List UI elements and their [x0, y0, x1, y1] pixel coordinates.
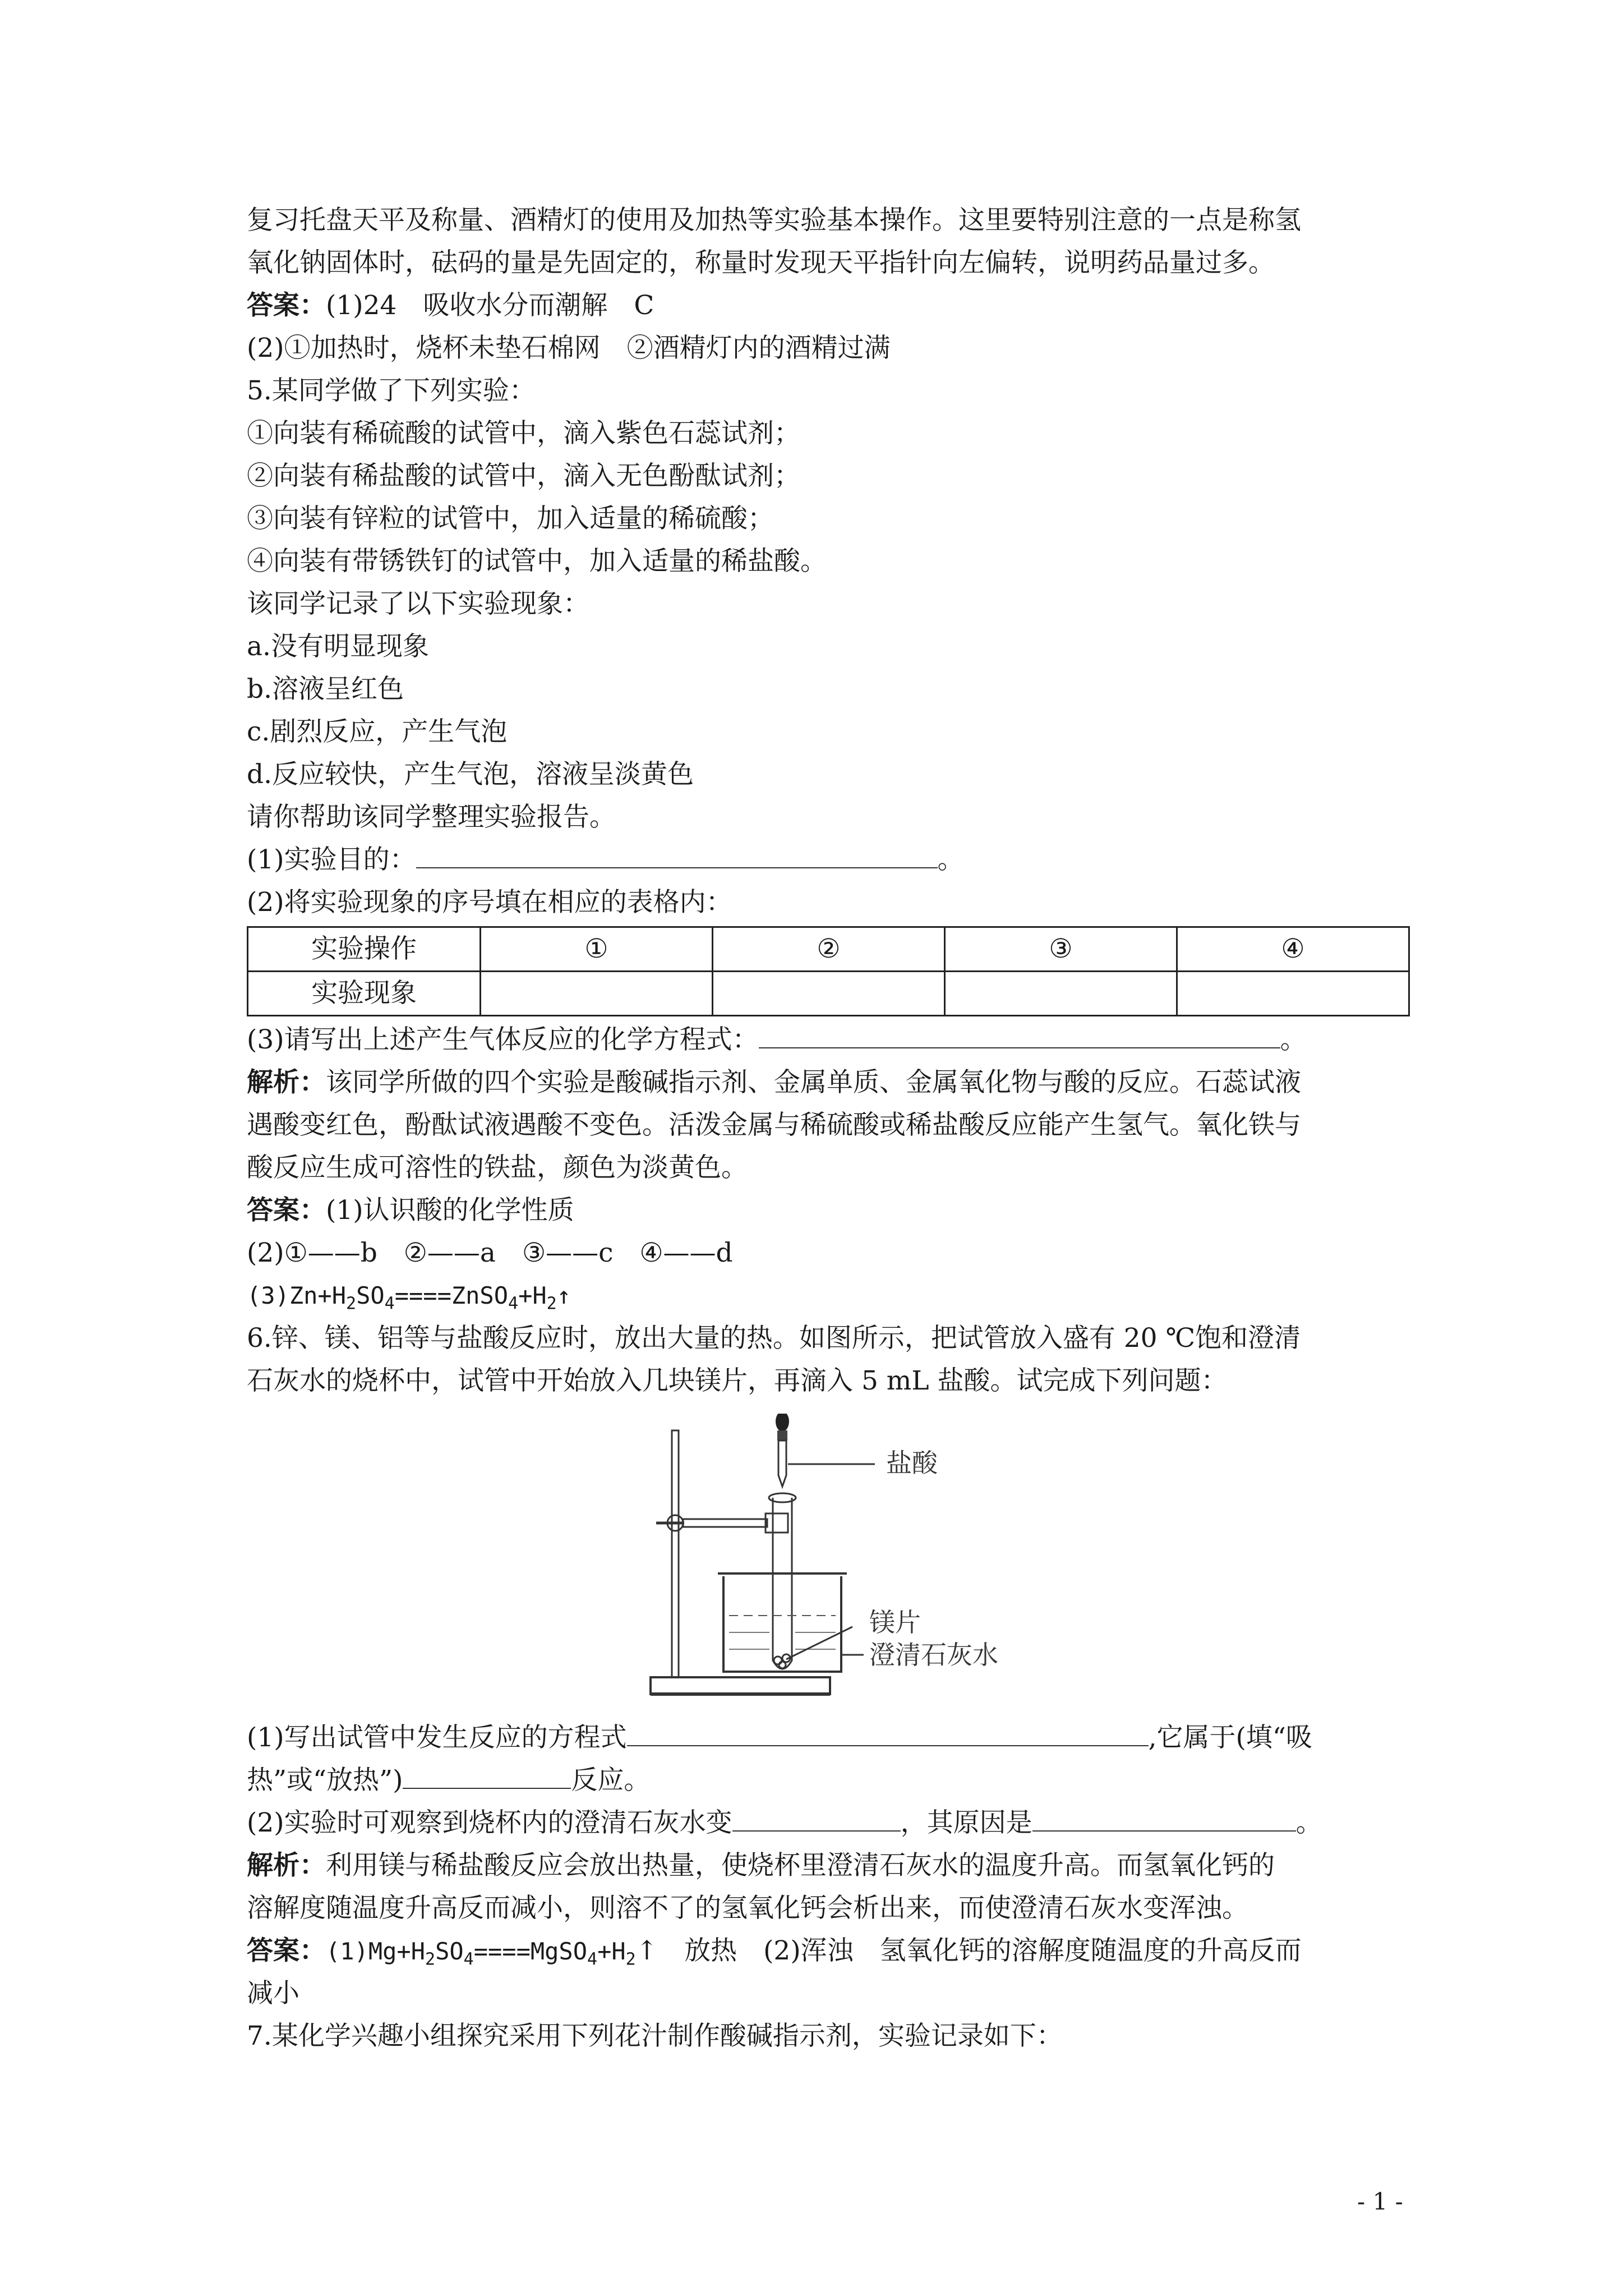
text-line: 氧化钠固体时，砝码的量是先固定的，称量时发现天平指针向左偏转，说明药品量过多。: [247, 247, 1275, 278]
answer-text: (1)24 吸收水分而潮解 C: [326, 290, 654, 321]
text-line: 请你帮助该同学整理实验报告。: [247, 802, 616, 832]
answer-label: 答案：: [247, 1935, 326, 1966]
subscript: 2: [346, 1294, 357, 1314]
question-title: 6.锌、镁、铝等与盐酸反应时，放出大量的热。如图所示，把试管放入盛有 20 ℃饱和澄清: [247, 1323, 1301, 1354]
answer-blank[interactable]: [416, 841, 938, 868]
dropper-collar: [777, 1430, 787, 1441]
analysis-text: 该同学所做的四个实验是酸碱指示剂、金属单质、金属氧化物与酸的反应。石蕊试液: [326, 1067, 1301, 1098]
answer-label: 答案：: [247, 1195, 326, 1226]
equation-part: +H: [597, 1938, 626, 1965]
equation-part: (1)Mg+H: [326, 1938, 426, 1965]
analysis-line: 酸反应生成可溶性的铁盐，颜色为淡黄色。: [247, 1152, 748, 1183]
phenomenon-item: b.溶液呈红色: [247, 674, 404, 705]
subscript: 4: [463, 1949, 474, 1970]
answer-line: [247, 1930, 1413, 1972]
punctuation: 。: [1280, 1024, 1307, 1055]
answer-line: (2)①——b ②——a ③——c ④——d: [247, 1237, 733, 1268]
text-line: 该同学记录了以下实验现象：: [247, 588, 589, 619]
subscript: 4: [508, 1294, 519, 1314]
question-text: 石灰水的烧杯中，试管中开始放入几块镁片，再滴入 5 mL 盐酸。试完成下列问题：: [247, 1365, 1228, 1396]
apparatus-diagram: [639, 1414, 1043, 1705]
equation-part: SO: [435, 1938, 464, 1965]
analysis-line: 溶解度随温度升高反而减小，则溶不了的氢氧化钙会析出来，而使澄清石灰水变浑浊。: [247, 1893, 1248, 1924]
table-row: [248, 927, 1409, 972]
text-line: (2)将实验现象的序号填在相应的表格内：: [247, 887, 732, 918]
table-cell: ③: [945, 927, 1177, 972]
question-text: 反应。: [571, 1765, 651, 1796]
phenomenon-item: a.没有明显现象: [247, 631, 429, 662]
table-cell: ①: [481, 927, 713, 972]
subscript: 2: [425, 1949, 436, 1970]
table-answer-cell[interactable]: [481, 972, 713, 1016]
table-cell: ④: [1177, 927, 1409, 972]
answer-line: (2)①加热时，烧杯未垫石棉网 ②酒精灯内的酒精过满: [247, 333, 891, 364]
answer-blank[interactable]: [759, 1022, 1280, 1048]
table-cell: ②: [713, 927, 945, 972]
stand-base: [651, 1677, 830, 1694]
equation-part: ====ZnSO: [394, 1282, 509, 1309]
fill-line: [247, 1802, 1413, 1844]
magnesium-piece: [774, 1657, 782, 1664]
step-item: ②向装有稀盐酸的试管中，滴入无色酚酞试剂；: [247, 461, 800, 491]
equation-part: (3)Zn+H: [247, 1282, 347, 1309]
stand-rod: [672, 1430, 679, 1677]
equation: [326, 1938, 636, 1970]
answer-text: (1)认识酸的化学性质: [326, 1195, 574, 1226]
phenomenon-item: c.剧烈反应，产生气泡: [247, 716, 508, 747]
text-line: 复习托盘天平及称量、酒精灯的使用及加热等实验基本操作。这里要特别注意的一点是称氢: [247, 205, 1301, 236]
punctuation: 。: [937, 844, 964, 875]
equation-part: ====MgSO: [473, 1938, 588, 1965]
analysis-line: [247, 1061, 1413, 1104]
subscript: 4: [384, 1294, 395, 1314]
question-text: ，其原因是: [900, 1807, 1032, 1838]
apparatus-figure: [247, 1402, 1413, 1717]
clamp-jaw: [766, 1513, 788, 1533]
sub-question-label: (1)写出试管中发生反应的方程式: [247, 1722, 627, 1753]
punctuation: 。: [1295, 1807, 1322, 1838]
dropper-tube: [778, 1441, 786, 1487]
fill-line: [247, 1019, 1413, 1061]
figure-label-magnesium: 镁片: [869, 1608, 921, 1637]
page-number: - 1 -: [1357, 2188, 1403, 2215]
answer-line: [247, 284, 1413, 327]
answer-line: 减小: [247, 1978, 299, 2009]
fill-line: [247, 1717, 1413, 1759]
page-content: [247, 199, 1413, 2058]
step-item: ④向装有带锈铁钉的试管中，加入适量的稀盐酸。: [247, 546, 827, 577]
step-item: ①向装有稀硫酸的试管中，滴入紫色石蕊试剂；: [247, 418, 800, 449]
sub-question-label: (2)实验时可观察到烧杯内的澄清石灰水变: [247, 1807, 732, 1838]
equation-line: [247, 1274, 1413, 1317]
answer-blank[interactable]: [627, 1719, 1149, 1746]
fill-line: [247, 1759, 1413, 1802]
subscript: 2: [546, 1294, 557, 1314]
figure-label-limewater: 澄清石灰水: [869, 1640, 998, 1669]
equation-part: ↑: [556, 1282, 571, 1309]
answer-blank[interactable]: [732, 1805, 901, 1832]
table-answer-cell[interactable]: [1177, 972, 1409, 1016]
magnesium-piece: [779, 1662, 786, 1668]
answer-text: ↑ 放热 (2)浑浊 氢氧化钙的溶解度随温度的升高反而: [635, 1935, 1302, 1966]
sub-question-label: (3)请写出上述产生气体反应的化学方程式：: [247, 1024, 759, 1055]
figure-label-acid: 盐酸: [886, 1448, 938, 1478]
experiment-table: [247, 926, 1410, 1016]
analysis-label: 解析：: [247, 1850, 326, 1881]
question-title: 7.某化学兴趣小组探究采用下列花汁制作酸碱指示剂，实验记录如下：: [247, 2021, 1063, 2051]
test-tube: [773, 1498, 792, 1669]
clamp-arm: [683, 1519, 767, 1527]
table-answer-cell[interactable]: [713, 972, 945, 1016]
equation-part: +H: [518, 1282, 547, 1309]
dropper-bulb: [776, 1414, 789, 1432]
answer-blank[interactable]: [1032, 1805, 1296, 1832]
question-title: 5.某同学做了下列实验：: [247, 375, 536, 406]
answer-label: 答案：: [247, 290, 326, 321]
analysis-line: [247, 1844, 1413, 1887]
answer-line: [247, 1189, 1413, 1232]
analysis-line: 遇酸变红色，酚酞试液遇酸不变色。活泼金属与稀硫酸或稀盐酸反应能产生氢气。氧化铁与: [247, 1110, 1301, 1140]
sub-question-label: (1)实验目的：: [247, 844, 416, 875]
analysis-text: 利用镁与稀盐酸反应会放出热量，使烧杯里澄清石灰水的温度升高。而氢氧化钙的: [326, 1850, 1275, 1881]
question-text: 热”或“放热”): [247, 1765, 403, 1796]
phenomenon-item: d.反应较快，产生气泡，溶液呈淡黄色: [247, 759, 694, 790]
subscript: 4: [587, 1949, 598, 1970]
subscript: 2: [625, 1949, 636, 1970]
table-answer-cell[interactable]: [945, 972, 1177, 1016]
step-item: ③向装有锌粒的试管中，加入适量的稀硫酸；: [247, 503, 774, 534]
table-header-cell: 实验操作: [248, 927, 481, 972]
table-row: [248, 972, 1409, 1016]
table-header-cell: 实验现象: [248, 972, 481, 1016]
question-text: ,它属于(填“吸: [1148, 1722, 1312, 1753]
fill-line: [247, 839, 1413, 881]
answer-blank[interactable]: [403, 1762, 571, 1789]
equation-part: SO: [356, 1282, 385, 1309]
analysis-label: 解析：: [247, 1067, 326, 1098]
